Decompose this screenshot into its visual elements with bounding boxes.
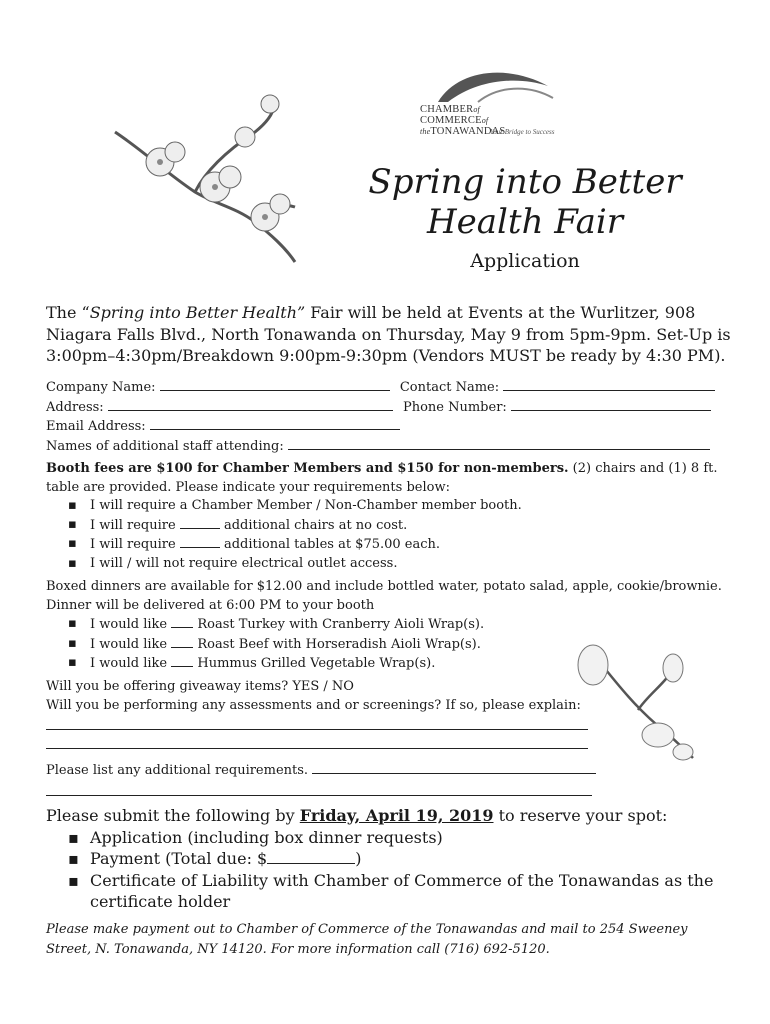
explain-line-2[interactable] [46,734,588,749]
chamber-logo: CHAMBERof COMMERCEof theTONAWANDAS Your Bridge to Success [418,64,558,142]
list-item: ▪ I would like Roast Turkey with Cranberry Aioli Wrap(s). [46,615,736,635]
list-item: ▪ Certificate of Liability with Chamber of Commerce of the Tonawandas as the certificate holder [46,870,736,913]
list-item: ▪ Payment (Total due: $ ) [46,848,736,870]
contact-label: Contact Name: [399,380,500,395]
footer-note: Please make payment out to Chamber of Commerce of the Tonawandas and mail to 254 Sweeney Street, N. Tonawanda, NY 14120. For more information call (716) 692-5120. [46,922,688,957]
phone-field[interactable] [511,398,711,411]
email-field[interactable] [150,417,400,430]
list-item: ▪ I will require a Chamber Member / Non-Chamber member booth. [46,497,731,516]
total-due-field[interactable] [267,849,355,864]
chairs-count-field[interactable] [180,516,220,529]
explain-line-1[interactable] [46,715,588,730]
address-label: Address: [46,399,104,415]
requirements-section [46,761,606,796]
intro-paragraph: The “Spring into Better Health” Fair will be held at Events at the Wurlitzer, 908 Niagara Falls Blvd., North Tonawanda on Thursday, May 9 from 5pm-9pm. Set-Up is 3:00pm–4:30pm/Breakdown 9:00pm-9:30pm (Vendors MUST be ready by 4:30 PM). [46,303,731,365]
dinner-section: Boxed dinners are available for $12.00 and include bottled water, potato salad, apple, cookie/brownie. Dinner will be delivered at 6:00 PM to your booth ▪ I would like Roast Turkey with Cranberry Aioli Wrap(s). ▪ I would like Roast Beef with Horseradish Aioli Wrap(s). ▪ I would like Hummus Grilled Vegetable Wrap(s). [46,578,736,674]
tables-count-field[interactable] [180,535,220,548]
requirements-field[interactable] [312,761,596,774]
questions-section [46,678,606,749]
booth-fees-heading: Booth fees are $100 for Chamber Members and $150 for non-members. [46,461,569,476]
booth-section: Booth fees are $100 for Chamber Members and $150 for non-members. (2) chairs and (1) 8 ft. table are provided. Please indicate your requirements below: ▪ I will require a Chamber Member / Non-Chamber member booth. ▪ I will require additional chairs at no cost. ▪ I will require additional tables at $75.00 each. ▪ I will / will not require electrical outlet access. [46,460,731,573]
turkey-wrap-qty-field[interactable] [171,615,193,628]
beef-wrap-qty-field[interactable] [171,635,193,648]
contact-field[interactable] [503,378,715,391]
list-item: ▪ I will require additional tables at $75.00 each. [46,535,731,555]
email-label: Email Address: [46,419,146,434]
submit-section: Please submit the following by Friday, April 19, 2019 to reserve your spot: ▪ Application (including box dinner requests) ▪ Payment (Total due: $ ) ▪ Certificate of Liability with Chamber of Commerce of the Tonawandas as the certificate holder [46,805,736,913]
list-item: ▪ I will / will not require electrical outlet access. [46,555,731,574]
address-field[interactable] [108,398,393,411]
staff-label: Names of additional staff attending: [46,438,284,454]
blossom-branch-illustration [105,92,305,272]
list-item: ▪ I will require additional chairs at no cost. [46,516,731,536]
deadline-date: Friday, April 19, 2019 [299,806,494,825]
company-field[interactable] [160,378,390,391]
giveaway-question: Will you be offering giveaway items? YES / NO [46,679,354,694]
list-item: ▪ Application (including box dinner requests) [46,827,736,849]
page-subtitle: Application [470,250,580,272]
logo-tagline: Your Bridge to Success [490,128,555,136]
contact-form [46,378,726,456]
list-item: ▪ I would like Hummus Grilled Vegetable Wrap(s). [46,654,736,674]
company-label: Company Name: [46,380,156,395]
list-item: ▪ I would like Roast Beef with Horseradish Aioli Wrap(s). [46,635,736,655]
staff-field[interactable] [288,437,710,450]
veg-wrap-qty-field[interactable] [171,654,193,667]
page-title: Spring into Better Health Fair [368,162,682,242]
logo-line1: CHAMBER [420,104,474,115]
requirements-label: Please list any additional requirements. [46,763,309,778]
assessments-question: Will you be performing any assessments and or screenings? If so, please explain: [46,697,581,713]
requirements-line-2[interactable] [46,783,592,796]
phone-label: Phone Number: [402,399,507,415]
